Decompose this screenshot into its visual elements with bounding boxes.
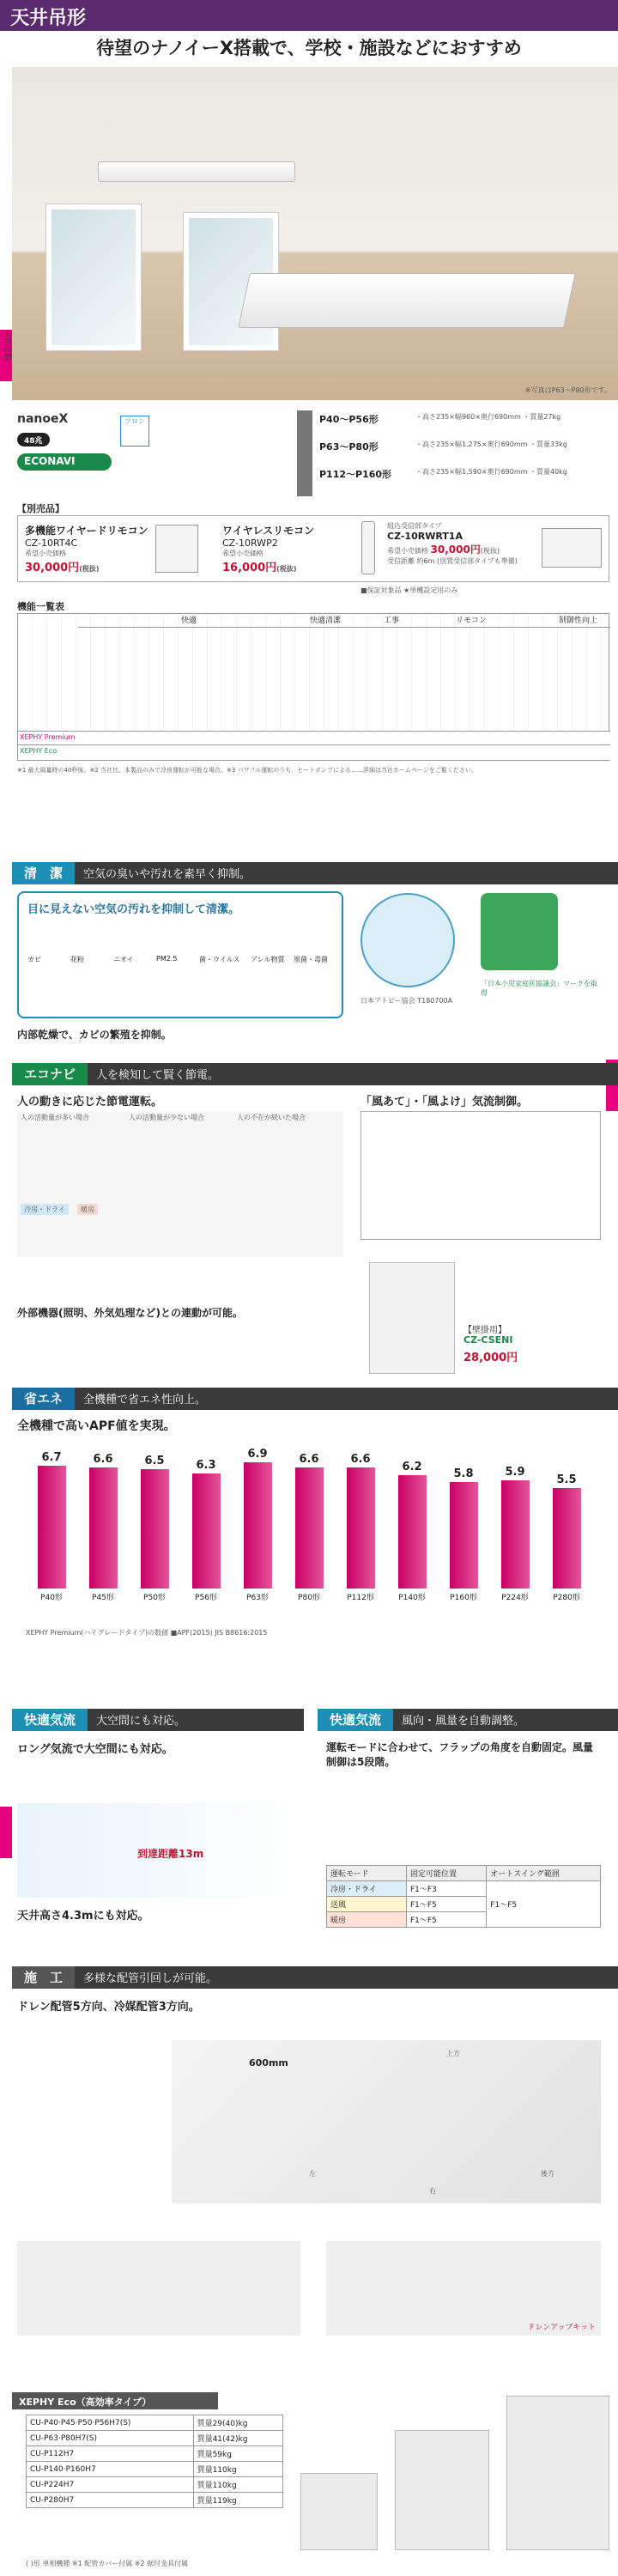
table-row — [327, 1866, 601, 1881]
apf-value-label: 5.5 — [556, 1473, 577, 1486]
clean-tag: 清 潔 — [12, 862, 75, 884]
wired-remote-icon — [155, 525, 198, 573]
apf-category-label: P56形 — [195, 1594, 217, 1602]
table-cell: 質量110kg — [193, 2462, 282, 2477]
apf-bar — [501, 1480, 530, 1589]
spec-detail: ・高さ235×幅1,275×奥行690mm ・質量33kg — [415, 440, 567, 448]
apf-title: 全機種で省エネ性向上。 — [83, 1394, 207, 1406]
table-cell: CU-P140·P160H7 — [27, 2462, 194, 2477]
side-marker-2 — [0, 1807, 12, 1858]
func-table-title: 機能一覧表 — [17, 601, 64, 612]
eco-h2: 「風あて」・「風よけ」気流制御。 — [360, 1096, 529, 1109]
spec-model: P40〜P56形 — [319, 414, 379, 425]
outdoor-table — [26, 2415, 283, 2508]
outdoor-unit-1 — [300, 2473, 378, 2550]
item-tax: (税抜) — [276, 565, 297, 573]
apf-bar — [244, 1462, 272, 1589]
side-label: 天井吊形 — [3, 330, 11, 361]
table-row — [27, 2431, 283, 2446]
window-left — [46, 204, 141, 350]
func-groups — [78, 614, 610, 628]
logo-area — [17, 412, 292, 486]
separate-title: 【別売品】 — [17, 503, 64, 514]
ac-unit-back — [98, 161, 295, 182]
apf-category-label: P40形 — [40, 1594, 63, 1602]
eco-h1: 人の動きに応じた節電運転。 — [17, 1096, 163, 1109]
comfort-tag-2: 快適気流 — [318, 1709, 393, 1731]
item-price: 16,000円 — [222, 562, 277, 574]
spec-model: P63〜P80形 — [319, 441, 379, 453]
table-row — [327, 1881, 601, 1897]
table-cell: 暖房 — [327, 1912, 407, 1928]
cert-1: 日本アトピー協会 T180700A — [360, 997, 453, 1005]
apf-value-label: 6.6 — [350, 1453, 371, 1467]
apf-value-label: 6.7 — [41, 1451, 62, 1465]
table-cell: 冷房・ドライ — [327, 1881, 407, 1897]
apf-headline: 全機種で高いAPF値を実現。 — [17, 1419, 176, 1433]
apf-value-label: 6.9 — [247, 1447, 268, 1461]
table-cell: 質量41(42)kg — [193, 2431, 282, 2446]
item-price: 30,000円 — [430, 544, 481, 556]
table-cell: オートスイング範囲 — [487, 1866, 601, 1881]
ac-unit-front — [238, 273, 576, 328]
remote-title: 【壁掛用】 — [464, 1326, 506, 1335]
comfort-h: ロング気流で大空間にも対応。 — [17, 1743, 173, 1756]
table-row — [27, 2446, 283, 2462]
remote-code: CZ-CSENI — [464, 1334, 513, 1346]
item-code: CZ-10RWP2 — [222, 538, 278, 549]
item-price-label: 希望小売価格 — [25, 550, 66, 557]
page-title: 天井吊形 — [0, 0, 618, 31]
item-note: 受信距離 約6m (別置受信部タイプも準備) — [387, 557, 518, 565]
item-price-label: 希望小売価格 — [387, 547, 428, 555]
freon-label: フロン — [120, 416, 149, 447]
spec-detail: ・高さ235×幅1,590×奥行690mm ・質量40kg — [415, 468, 567, 476]
spec-model: P112〜P160形 — [319, 469, 392, 480]
clean-item: ニオイ — [113, 956, 134, 963]
item-code: CZ-10RT4C — [25, 538, 78, 549]
sensor-image — [369, 1262, 455, 1374]
table-row — [27, 2415, 283, 2431]
photo-note: ※写真はP63〜P80形です。 — [524, 386, 611, 394]
long-airflow-diagram — [17, 1803, 300, 1898]
table-row — [18, 744, 610, 760]
table-cell: CU-P280H7 — [27, 2493, 194, 2508]
apf-bar — [192, 1473, 221, 1589]
table-row — [27, 2462, 283, 2477]
install-bar — [12, 1966, 618, 1989]
apf-bar — [38, 1466, 66, 1589]
install-tag: 施 工 — [12, 1966, 75, 1989]
apf-value-label: 6.2 — [402, 1460, 422, 1473]
comfort-title-2: 風向・風量を自動調整。 — [402, 1715, 525, 1728]
apf-category-label: P224形 — [501, 1594, 529, 1602]
clean-items — [27, 927, 336, 970]
clean-item: 菌・ウイルス — [199, 956, 240, 963]
page-subtitle: 待望のナノイーX搭載で、学校・施設などにおすすめ — [96, 38, 522, 58]
pediatric-seal-icon — [481, 893, 558, 970]
apf-bar — [12, 1388, 618, 1410]
func-table — [17, 613, 609, 761]
install-title: 多様な配管引回しが可能。 — [83, 1972, 218, 1985]
clean-item: カビ — [27, 956, 41, 963]
comfort-tag: 快適気流 — [12, 1709, 88, 1731]
apf-legend: XEPHY Premium(ハイグレードタイプ)の数値 ■APF(2015) JIS B8616:2015 — [26, 1629, 268, 1637]
install-h: ドレン配管5方向、冷媒配管3方向。 — [17, 2001, 200, 2014]
econavi-logo: ECONAVI — [17, 453, 112, 471]
outdoor-foot: ( )形 単相機種 ※1 配管カバー付属 ※2 据付金具付属 — [26, 2560, 189, 2567]
apf-category-label: P80形 — [298, 1594, 320, 1602]
apf-chart — [26, 1434, 592, 1606]
apf-category-label: P50形 — [143, 1594, 166, 1602]
clean-item: 黒菌・毒菌 — [294, 956, 328, 963]
apf-value-label: 6.6 — [299, 1453, 319, 1467]
eco-col: 人の活動量が少ない場合 — [129, 1114, 204, 1121]
apf-category-label: P160形 — [450, 1594, 477, 1602]
nanoex-logo: nanoeX — [17, 412, 69, 426]
spec-detail: ・高さ235×幅960×奥行690mm ・質量27kg — [415, 413, 561, 421]
apf-category-label: P63形 — [246, 1594, 269, 1602]
row-name: XEPHY Eco — [20, 747, 58, 755]
comfort-bar-2 — [318, 1709, 618, 1731]
eco-bar — [12, 1063, 618, 1085]
hero-photo — [12, 67, 618, 400]
outdoor-unit-2 — [395, 2430, 489, 2550]
table-cell: 質量59kg — [193, 2446, 282, 2462]
cert-2: 「日本小児家庭医協議会」マークを取得 — [481, 980, 597, 997]
table-cell: 運転モード — [327, 1866, 407, 1881]
apf-category-label: P140形 — [398, 1594, 426, 1602]
apf-bar — [553, 1488, 581, 1589]
outdoor-title: XEPHY Eco（高効率タイプ） — [12, 2392, 218, 2409]
install-diagram — [172, 2040, 601, 2203]
drain-label: ドレンアップキット — [527, 2324, 596, 2332]
table-cell: F1〜F5 — [406, 1912, 486, 1928]
table-cell: F1〜F3 — [406, 1881, 486, 1897]
eco-title: 人を検知して賢く節電。 — [96, 1069, 220, 1082]
table-cell: 質量29(40)kg — [193, 2415, 282, 2431]
separate-item — [222, 523, 377, 574]
dir-label: 右 — [429, 2187, 436, 2195]
item-name: 組込受信部タイプ — [387, 522, 442, 530]
receiver-icon — [542, 528, 602, 568]
group-label: 工事 — [384, 617, 400, 625]
apf-bar — [89, 1467, 118, 1589]
mode-label: 暖房 — [77, 1204, 98, 1215]
apf-value-label: 6.5 — [144, 1455, 165, 1468]
table-cell: 質量119kg — [193, 2493, 282, 2508]
item-tax: (税抜) — [480, 547, 500, 555]
dim-label: 600mm — [249, 2057, 288, 2069]
clean-headline: 目に見えない空気の汚れを抑制して清潔。 — [27, 903, 240, 916]
apf-value-label: 6.3 — [196, 1458, 216, 1472]
separate-box — [17, 515, 609, 582]
row-name: XEPHY Premium — [20, 733, 76, 741]
comfort-title: 大空間にも対応。 — [96, 1715, 186, 1728]
table-cell: 送風 — [327, 1897, 407, 1912]
apf-category-label: P112形 — [347, 1594, 374, 1602]
group-label: 快適清潔 — [310, 617, 342, 625]
clean-sub: 内部乾燥で、カビの繁殖を抑制。 — [17, 1029, 172, 1041]
func-note: ※1 最大風量時の40秒後。※2 当社比。本製品のみで冷房運転が可能な場合。※3 パワフル運転のうち、ヒートポンプによる……詳細は当社ホームページをご覧ください。 — [17, 767, 477, 774]
comfort-h3: 天井高さ4.3mにも対応。 — [17, 1910, 149, 1923]
item-tax: (税抜) — [79, 565, 100, 573]
item-price: 30,000円 — [25, 562, 80, 574]
reach-label: 到達距離13m — [137, 1848, 204, 1860]
wind-table — [360, 1111, 601, 1240]
nanoex-48-logo: 48兆 — [17, 433, 50, 447]
item-name: ワイヤレスリモコン — [222, 525, 315, 537]
table-cell: CU-P40·P45·P50·P56H7(S) — [27, 2415, 194, 2431]
item-code: CZ-10RWRT1A — [387, 531, 463, 542]
comfort-h2: 運転モードに合わせて、フラップの角度を自動固定。風量制御は5段階。 — [326, 1741, 594, 1768]
item-price-label: 希望小売価格 — [222, 550, 264, 557]
apf-value-label: 6.6 — [93, 1453, 113, 1467]
table-cell: 固定可能位置 — [406, 1866, 486, 1881]
apf-value-label: 5.9 — [505, 1466, 525, 1479]
clean-item: アレル物質 — [251, 956, 285, 963]
apf-category-label: P45形 — [92, 1594, 114, 1602]
clean-bar — [12, 862, 618, 884]
wireless-remote-icon — [361, 521, 375, 574]
apf-tag: 省エネ — [12, 1388, 75, 1410]
item-name: 多機能ワイヤードリモコン — [25, 525, 148, 537]
flap-table — [326, 1865, 601, 1928]
dir-label: 左 — [309, 2170, 316, 2178]
table-row — [27, 2493, 283, 2508]
eco-tag: エコナビ — [12, 1063, 88, 1085]
separate-item — [387, 521, 533, 566]
table-cell: 質量110kg — [193, 2477, 282, 2493]
table-cell: CU-P63·P80H7(S) — [27, 2431, 194, 2446]
table-cell: F1〜F5 — [406, 1897, 486, 1912]
table-cell: CU-P112H7 — [27, 2446, 194, 2462]
pipe-photo — [17, 2241, 300, 2336]
apf-value-label: 5.8 — [453, 1467, 474, 1481]
table-cell: F1〜F5 — [487, 1881, 601, 1928]
clean-title: 空気の臭いや汚れを素早く抑制。 — [83, 868, 251, 881]
clean-item: PM2.5 — [156, 955, 178, 963]
mode-label: 冷房・ドライ — [21, 1204, 69, 1215]
remote-price: 28,000円 — [464, 1352, 518, 1364]
table-cell: CU-P224H7 — [27, 2477, 194, 2493]
drain-photo — [326, 2241, 601, 2336]
eco-outside: 外部機器(照明、外気処理など)との連動が可能。 — [17, 1307, 243, 1319]
apf-bar — [141, 1469, 169, 1589]
apf-category-label: P280形 — [553, 1594, 580, 1602]
atopy-seal-icon — [360, 893, 455, 987]
group-label: 制御性向上 — [559, 617, 598, 625]
eco-diagram — [17, 1111, 343, 1257]
outdoor-unit-3 — [506, 2396, 609, 2550]
apf-bar — [295, 1467, 324, 1589]
spec-list — [297, 410, 606, 496]
group-label: 快適 — [181, 617, 197, 625]
group-label: リモコン — [456, 617, 488, 625]
apf-bar — [347, 1467, 375, 1589]
dir-label: 上方 — [446, 2050, 460, 2057]
comfort-bar — [12, 1709, 304, 1731]
table-row — [27, 2477, 283, 2493]
eco-col: 人の不在が続いた場合 — [237, 1114, 306, 1121]
table-row — [18, 731, 610, 744]
eco-col: 人の活動量が多い場合 — [21, 1114, 89, 1121]
separate-footnote: ■保証対象品 ★単機設定用のみ — [360, 586, 458, 594]
clean-item: 花粉 — [70, 956, 84, 963]
dir-label: 後方 — [541, 2170, 554, 2178]
clean-box — [17, 891, 343, 1018]
apf-bar — [450, 1482, 478, 1589]
apf-bar — [398, 1475, 427, 1589]
